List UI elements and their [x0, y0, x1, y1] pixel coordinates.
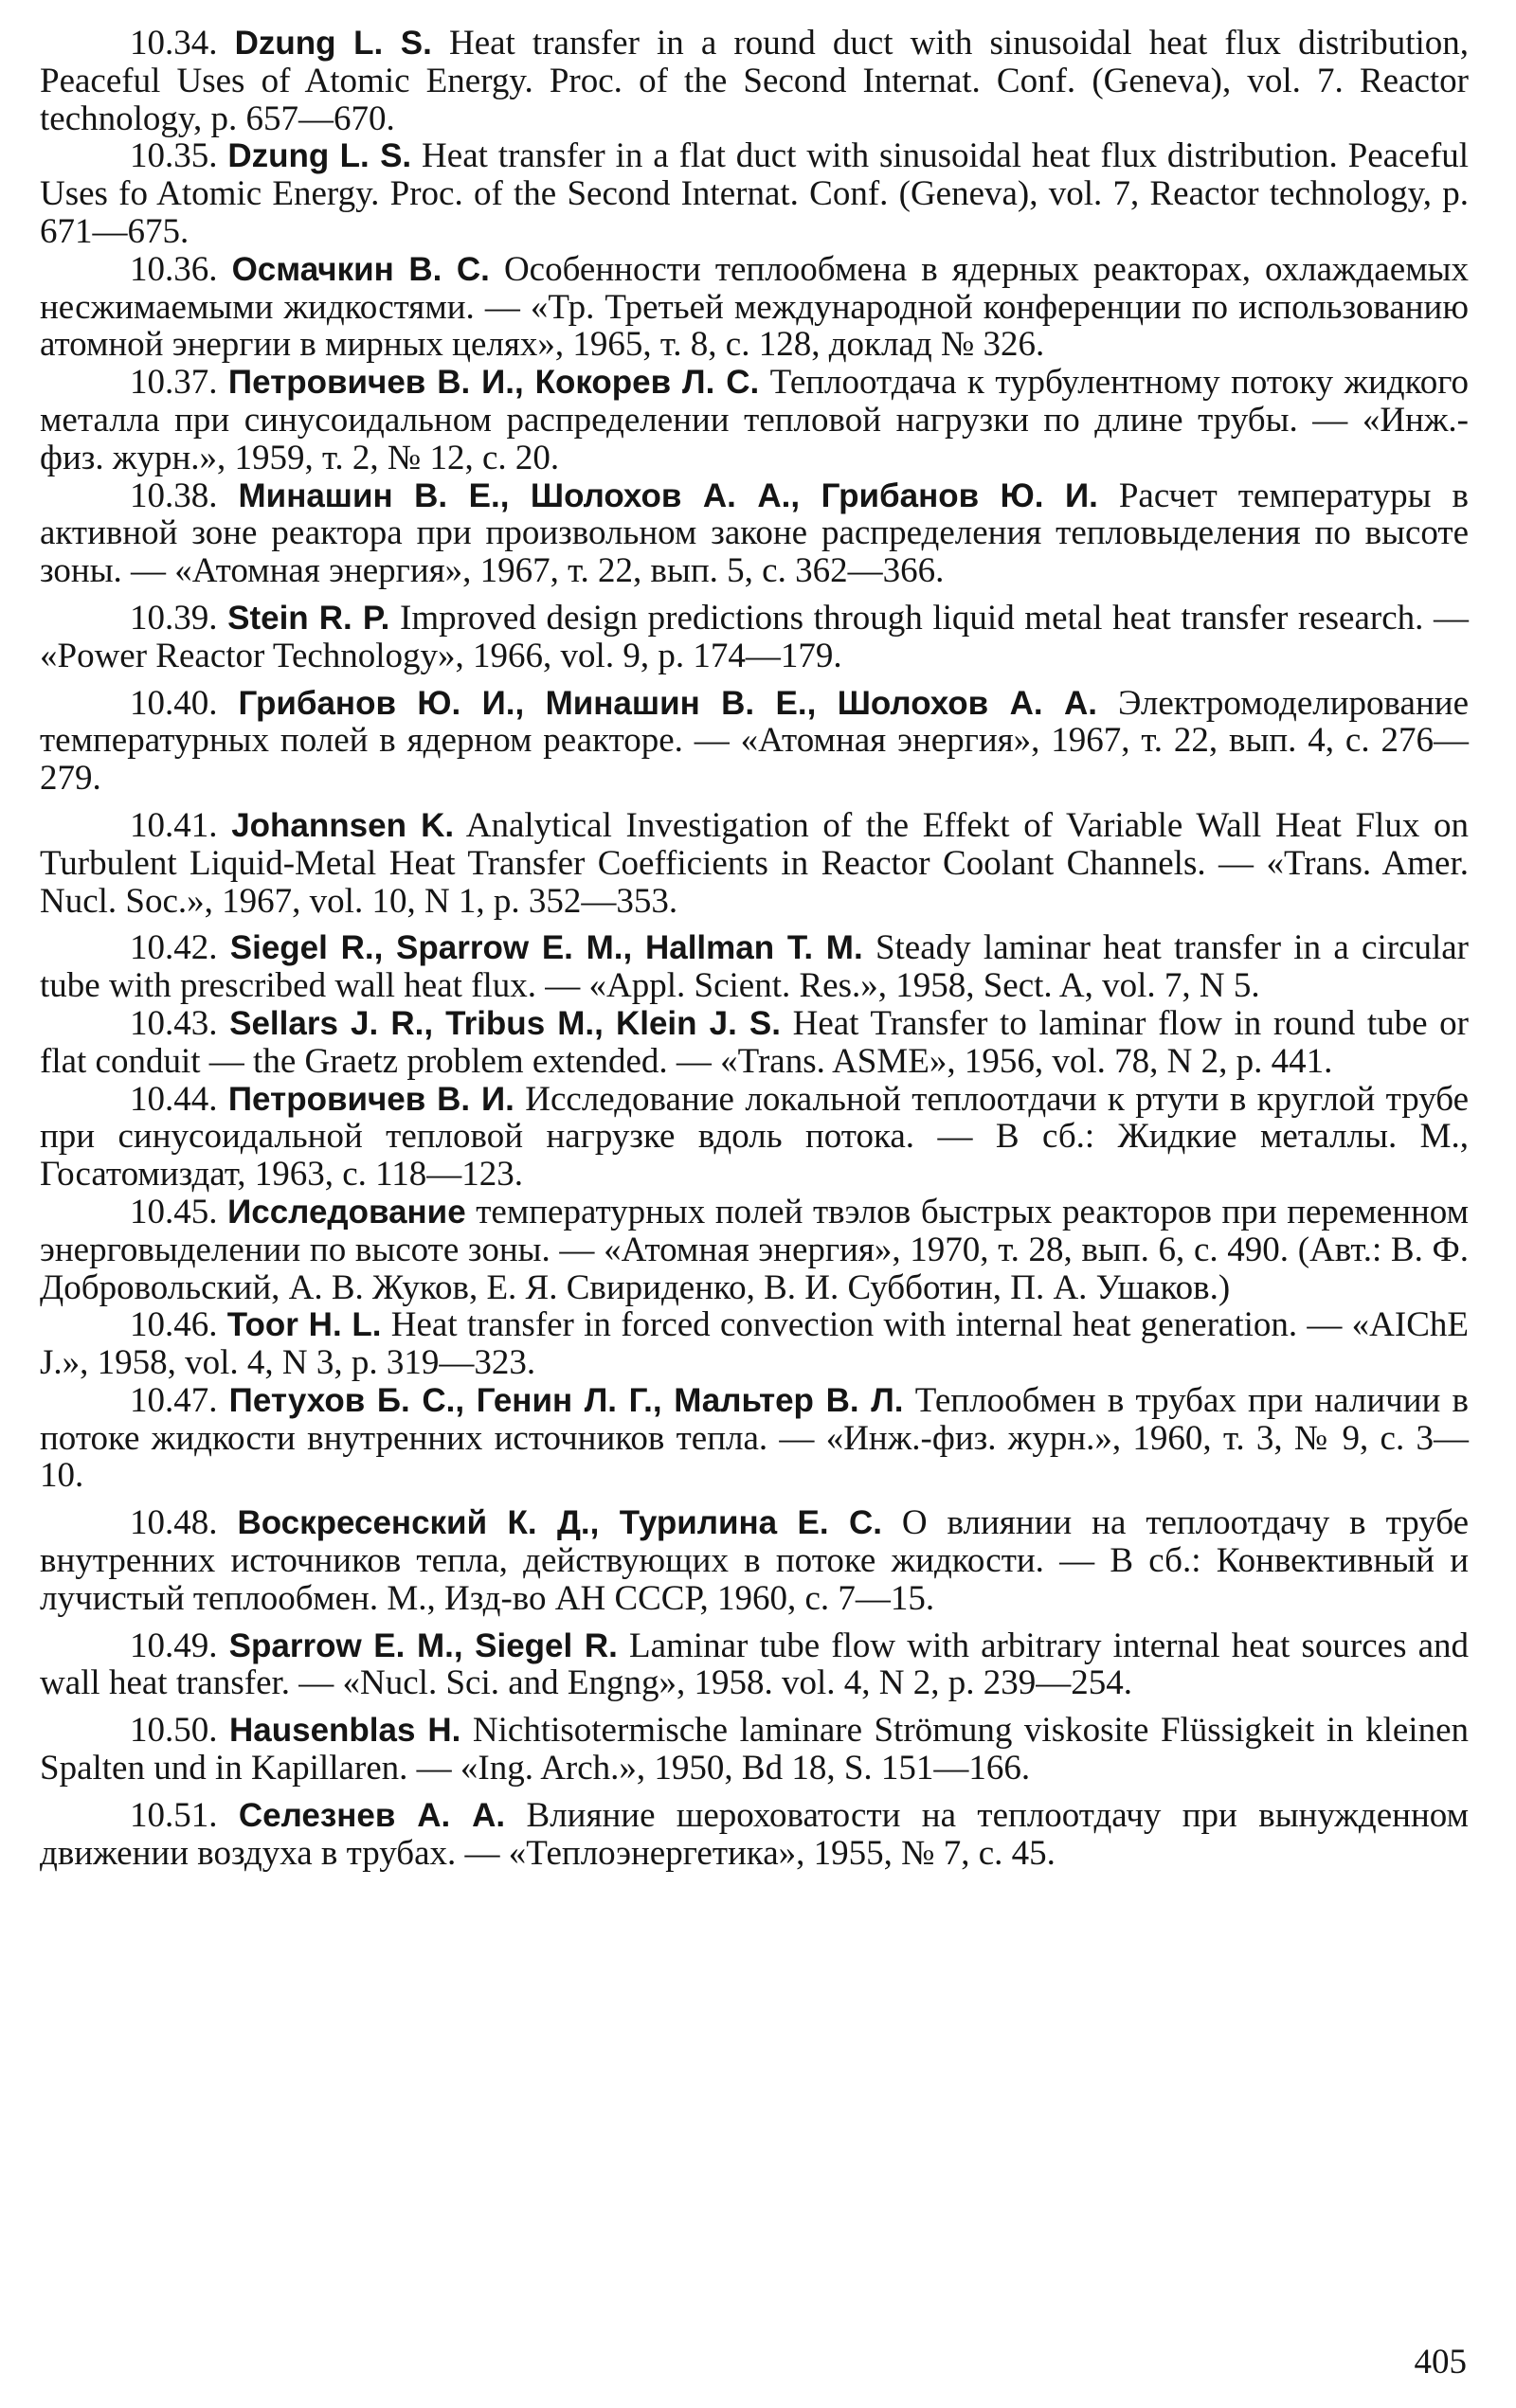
reference-authors: Селезнев А. А. — [238, 1796, 506, 1834]
reference-entry — [40, 685, 1469, 798]
reference-authors: Sellars J. R., Tribus M., Klein J. S. — [229, 1004, 781, 1042]
reference-text: О влиянии на теплоотдачу в трубе внутренних источников тепла, действующих в потоке жидкости. — В сб.: Конвективный и лучистый теплообмен. М., Изд-во АН СССР, 1960, с. 7—15. — [40, 1503, 1469, 1618]
reference-entry — [40, 1306, 1469, 1382]
reference-entry — [40, 25, 1469, 137]
reference-text: Heat transfer in a flat duct with sinusoidal heat flux distribution. Peaceful Uses fo Atomic Energy. Proc. of the Second Internat. Conf. (Geneva), vol. 7, Reactor technology, p. 671—675. — [40, 136, 1470, 251]
reference-number: 10.49. — [130, 1626, 218, 1665]
reference-text: Теплоотдача к турбулентному потоку жидкого металла при синусоидальном распределении тепловой нагрузки по длине трубы. — «Инж.-физ. журн.», 1959, т. 2, № 12, с. 20. — [40, 363, 1469, 477]
reference-text: Теплообмен в трубах при наличии в потоке жидкости внутренних источников тепла. — «Инж.-физ. журн.», 1960, т. 3, № 9, с. 3—10. — [40, 1380, 1469, 1496]
reference-authors: Воскресенский К. Д., Турилина Е. С. — [237, 1504, 882, 1542]
reference-entry — [40, 929, 1469, 1005]
reference-entry — [40, 1712, 1469, 1788]
reference-entry — [40, 477, 1469, 590]
reference-entry — [40, 807, 1469, 920]
reference-number: 10.36. — [130, 249, 218, 289]
reference-authors: Siegel R., Sparrow E. M., Hallman T. M. — [229, 929, 863, 967]
reference-text: Особенности теплообмена в ядерных реакторах, охлаждаемых несжимаемыми жидкостями. — «Тр. Третьей международной конференции по использованию атомной энергии в мирных целях», 1965, т. 8, с. 128, доклад № 326. — [40, 249, 1470, 365]
reference-text: Nichtisotermische laminare Strömung viskosite Flüssigkeit in kleinen Spalten und in Kapillaren. — «Ing. Arch.», 1950, Bd 18, S. 151—166. — [40, 1711, 1469, 1788]
reference-number: 10.50. — [130, 1711, 218, 1751]
reference-number: 10.35. — [130, 136, 218, 176]
reference-number: 10.37. — [130, 363, 218, 403]
reference-text: Электромоделирование температурных полей в ядерном реакторе. — «Атомная энергия», 1967, т. 22, вып. 4, с. 276—279. — [40, 683, 1469, 799]
reference-entry — [40, 364, 1469, 476]
reference-authors: Минашин В. Е., Шолохов А. А., Грибанов Ю. И. — [238, 476, 1098, 514]
reference-number: 10.47. — [130, 1380, 218, 1420]
reference-entry — [40, 137, 1469, 250]
page-number: 405 — [1414, 2343, 1467, 2381]
reference-entry — [40, 1797, 1469, 1873]
reference-entry — [40, 600, 1469, 675]
reference-authors: Dzung L. S. — [234, 25, 432, 62]
reference-list — [40, 25, 1469, 1872]
reference-number: 10.38. — [130, 476, 218, 515]
reference-authors: Stein R. P. — [227, 599, 390, 637]
reference-authors: Hausenblas H. — [228, 1712, 461, 1750]
reference-number: 10.46. — [130, 1305, 218, 1345]
reference-entry — [40, 1005, 1469, 1081]
reference-number: 10.44. — [130, 1079, 218, 1119]
bibliography-page — [40, 25, 1469, 1872]
reference-authors: Грибанов Ю. И., Минашин В. Е., Шолохов А. А. — [238, 684, 1098, 722]
reference-authors: Петухов Б. С., Генин Л. Г., Мальтер В. Л. — [228, 1381, 904, 1419]
reference-text: Heat transfer in a round duct with sinusoidal heat flux distribution, Peaceful Uses of Atomic Energy. Proc. of the Second Internat. Conf. (Geneva), vol. 7. Reactor technology, p. 657—670. — [40, 24, 1469, 138]
reference-text: Improved design predictions through liquid metal heat transfer research. — «Power Reactor Technology», 1966, vol. 9, p. 174—179. — [40, 598, 1469, 675]
reference-entry — [40, 1081, 1469, 1194]
reference-authors: Sparrow E. M., Siegel R. — [228, 1626, 618, 1664]
reference-authors: Осмачкин В. С. — [231, 250, 490, 288]
reference-number: 10.34. — [130, 24, 218, 63]
reference-text: Laminar tube flow with arbitrary internal heat sources and wall heat transfer. — «Nucl. Sci. and Engng», 1958. vol. 4, N 2, p. 239—254. — [40, 1626, 1470, 1703]
reference-entry — [40, 1194, 1469, 1306]
reference-number: 10.48. — [130, 1503, 218, 1543]
reference-text: Heat transfer in forced convection with internal heat generation. — «AIChE J.», 1958, vol. 4, N 3, p. 319—323. — [40, 1305, 1469, 1383]
reference-authors: Исследование — [227, 1193, 466, 1231]
reference-text: Исследование локальной теплоотдачи к ртути в круглой трубе при синусоидальной тепловой нагрузке вдоль потока. — В сб.: Жидкие металлы. М., Госатомиздат, 1963, с. 118—123. — [40, 1079, 1470, 1195]
reference-authors: Петровичев В. И., Кокорев Л. С. — [227, 364, 760, 402]
reference-number: 10.40. — [130, 683, 218, 723]
reference-number: 10.39. — [130, 598, 218, 638]
reference-entry — [40, 1504, 1469, 1617]
reference-authors: Петровичев В. И. — [227, 1080, 514, 1118]
reference-text: Heat Transfer to laminar flow in round tube or flat conduit — the Graetz problem extended. — «Trans. ASME», 1956, vol. 78, N 2, p. 441. — [40, 1003, 1470, 1081]
reference-number: 10.43. — [130, 1003, 218, 1043]
reference-number: 10.51. — [130, 1795, 218, 1835]
reference-number: 10.45. — [130, 1192, 218, 1231]
reference-authors: Dzung L. S. — [227, 137, 412, 175]
reference-entry — [40, 1627, 1469, 1703]
reference-text: Расчет температуры в активной зоне реактора при произвольном законе распределения тепловыделения по высоте зоны. — «Атомная энергия», 1967, т. 22, вып. 5, с. 362—366. — [40, 476, 1469, 591]
reference-number: 10.42. — [130, 928, 218, 968]
reference-entry — [40, 251, 1469, 364]
reference-text: Steady laminar heat transfer in a circular tube with prescribed wall heat flux. — «Appl. Scient. Res.», 1958, Sect. A, vol. 7, N 5. — [40, 928, 1469, 1006]
reference-text: Влияние шероховатости на теплоотдачу при вынужденном движении воздуха в трубах. — «Теплоэнергетика», 1955, № 7, с. 45. — [40, 1795, 1469, 1873]
reference-text: Analytical Investigation of the Effekt of Variable Wall Heat Flux on Turbulent Liquid-Metal Heat Transfer Coefficients in Reactor Coolant Channels. — «Trans. Amer. Nucl. Soc.», 1967, vol. 10, N 1, p. 352—353. — [40, 805, 1470, 921]
reference-authors: Johannsen K. — [231, 806, 455, 844]
reference-text: температурных полей твэлов быстрых реакторов при переменном энерговыделении по высоте зоны. — «Атомная энергия», 1970, т. 28, вып. 6, с. 490. (Авт.: В. Ф. Добровольский, А. В. Жуков, Е. Я. Свириденко, В. И. Субботин, П. А. Ушаков.) — [40, 1192, 1470, 1307]
reference-entry — [40, 1382, 1469, 1495]
reference-authors: Toor H. L. — [226, 1306, 382, 1344]
reference-number: 10.41. — [130, 805, 218, 845]
